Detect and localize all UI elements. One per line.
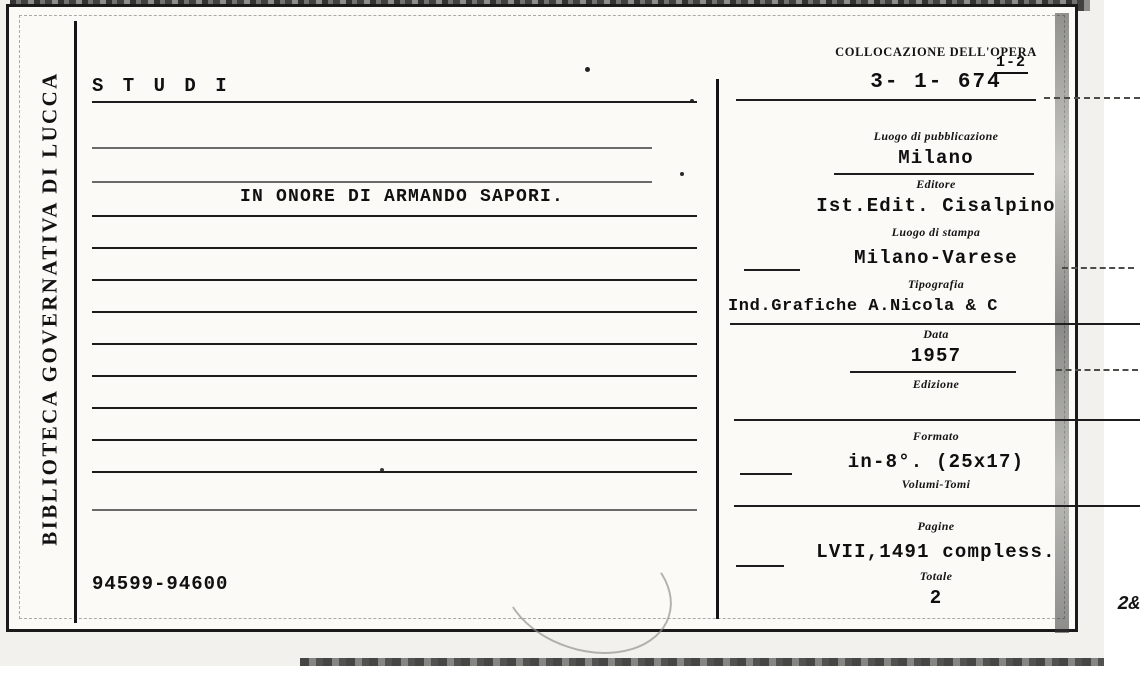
rule-line [736, 565, 784, 567]
collation-panel [726, 21, 1146, 617]
record-subtitle: IN ONORE DI ARMANDO SAPORI. [240, 187, 565, 207]
inventory-numbers: 94599-94600 [92, 573, 229, 595]
ink-speck [680, 172, 684, 176]
field-value-luogo-di-pubblicazione: Milano [898, 147, 974, 169]
shelfmark-fraction [994, 55, 1028, 74]
field-label-editore: Editore [916, 177, 956, 191]
rule-line [1062, 267, 1134, 269]
rule-line [92, 101, 697, 103]
field-label-data: Data [923, 327, 949, 341]
library-name-band [25, 21, 77, 623]
field-value-data: 1957 [910, 345, 962, 367]
title-panel [80, 21, 710, 617]
rule-line [736, 99, 1036, 101]
rule-line [734, 505, 1140, 507]
field-label-luogo-di-stampa: Luogo di stampa [891, 225, 981, 239]
field-value-pagine: LVII,1491 compless. [816, 541, 1056, 563]
record-title: S T U D I [92, 75, 231, 97]
rule-line [740, 473, 792, 475]
shelfmark-fraction-numerator: 1-2 [995, 54, 1026, 71]
rule-line [92, 343, 697, 345]
panel-divider [716, 79, 719, 619]
field-value-editore: Ist.Edit. Cisalpino [816, 195, 1056, 217]
field-label-tipografia: Tipografia [907, 277, 965, 291]
field-label-formato: Formato [912, 429, 960, 443]
rule-line [92, 279, 697, 281]
field-label-pagine: Pagine [917, 519, 955, 533]
field-value-formato: in-8°. (25x17) [847, 451, 1025, 473]
rule-line [730, 323, 1140, 325]
rule-line [92, 471, 697, 473]
catalogue-card [6, 4, 1140, 632]
shelfmark-fraction-bar [994, 72, 1028, 74]
field-label-edizione: Edizione [912, 377, 960, 391]
rule-line [850, 371, 1016, 373]
rule-line [92, 439, 697, 441]
rule-line [92, 375, 697, 377]
rule-line [92, 181, 652, 183]
library-name-text: BIBLIOTECA GOVERNATIVA DI LUCCA [37, 71, 62, 546]
field-value-totale: 2 [929, 587, 943, 609]
rule-line [1044, 97, 1140, 99]
rule-line [734, 419, 1140, 421]
field-value-luogo-di-stampa: Milano-Varese [854, 247, 1018, 269]
rule-line [92, 147, 652, 149]
rule-line [92, 509, 697, 511]
rule-line [92, 215, 697, 217]
field-value-tipografia: Ind.Grafiche A.Nicola & C [728, 297, 999, 316]
rule-line [744, 269, 800, 271]
field-label-totale: Totale [919, 569, 953, 583]
card-body [80, 21, 1140, 615]
rule-line [1056, 369, 1138, 371]
rule-line [92, 407, 697, 409]
pencil-mark [485, 505, 688, 675]
corner-note: 2& [1117, 593, 1140, 615]
shelfmark-label: COLLOCAZIONE DELL'OPERA [835, 45, 1037, 59]
shelfmark-value: 3- 1- 674 [870, 71, 1002, 94]
field-label-volumi-tomi: Volumi-Tomi [901, 477, 971, 491]
scan-edge-artifact-bottom [300, 658, 1104, 666]
rule-line [834, 173, 1034, 175]
field-label-luogo-di-pubblicazione: Luogo di pubblicazione [873, 129, 999, 143]
rule-line [92, 311, 697, 313]
ink-speck [585, 67, 590, 72]
rule-line [92, 247, 697, 249]
